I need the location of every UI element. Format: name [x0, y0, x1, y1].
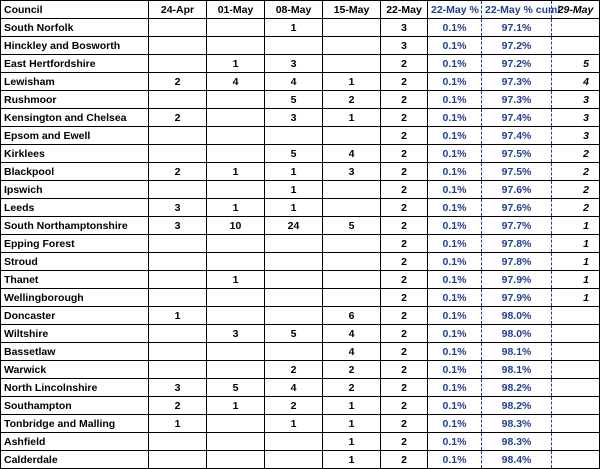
cell-08-may: 4 — [265, 379, 323, 397]
cell-24-apr — [149, 91, 207, 109]
cell-15-may: 1 — [323, 73, 381, 91]
cell-22-may-percent-cumulative: 98.2% — [482, 397, 552, 415]
table-row — [1, 289, 600, 307]
table-row — [1, 379, 600, 397]
cell-council: Hinckley and Bosworth — [1, 37, 149, 55]
table-row — [1, 235, 600, 253]
cell-15-may: 1 — [323, 433, 381, 451]
cell-24-apr: 1 — [149, 307, 207, 325]
cell-29-may — [552, 433, 600, 451]
cell-01-may — [207, 361, 265, 379]
cell-22-may-percent-cumulative: 97.2% — [482, 37, 552, 55]
cell-22-may-percent: 0.1% — [428, 325, 482, 343]
cell-22-may-percent: 0.1% — [428, 55, 482, 73]
cell-24-apr — [149, 55, 207, 73]
cell-council: South Norfolk — [1, 19, 149, 37]
cell-22-may: 2 — [381, 73, 428, 91]
cell-15-may: 4 — [323, 343, 381, 361]
cell-08-may: 1 — [265, 163, 323, 181]
cell-council: North Lincolnshire — [1, 379, 149, 397]
cell-22-may-percent: 0.1% — [428, 343, 482, 361]
cell-24-apr: 1 — [149, 415, 207, 433]
cell-29-may: 1 — [552, 253, 600, 271]
cell-22-may: 2 — [381, 127, 428, 145]
cell-council: Warwick — [1, 361, 149, 379]
cell-01-may — [207, 451, 265, 469]
cell-24-apr — [149, 145, 207, 163]
cell-08-may — [265, 289, 323, 307]
cell-08-may — [265, 127, 323, 145]
cell-council: Rushmoor — [1, 91, 149, 109]
cell-22-may-percent-cumulative: 97.2% — [482, 55, 552, 73]
cell-29-may — [552, 415, 600, 433]
cell-council: Epping Forest — [1, 235, 149, 253]
cell-22-may: 2 — [381, 415, 428, 433]
cell-24-apr — [149, 271, 207, 289]
column-header-29-may: 29-May — [552, 1, 600, 19]
cell-council: Wellingborough — [1, 289, 149, 307]
cell-council: Calderdale — [1, 451, 149, 469]
cell-22-may: 2 — [381, 289, 428, 307]
cell-22-may-percent: 0.1% — [428, 181, 482, 199]
cell-22-may-percent: 0.1% — [428, 145, 482, 163]
cell-08-may — [265, 253, 323, 271]
column-header-22-may-percent-cumulative: 22-May % cuml — [482, 1, 552, 19]
cell-24-apr — [149, 253, 207, 271]
cell-08-may: 3 — [265, 109, 323, 127]
table-row — [1, 361, 600, 379]
cell-08-may: 5 — [265, 325, 323, 343]
table-row — [1, 199, 600, 217]
cell-15-may: 2 — [323, 91, 381, 109]
cell-22-may-percent: 0.1% — [428, 127, 482, 145]
cell-08-may: 5 — [265, 91, 323, 109]
cell-08-may: 1 — [265, 181, 323, 199]
table-row — [1, 109, 600, 127]
table-row — [1, 19, 600, 37]
cell-15-may — [323, 235, 381, 253]
cell-24-apr — [149, 37, 207, 55]
cell-29-may: 3 — [552, 109, 600, 127]
cell-15-may: 1 — [323, 451, 381, 469]
cell-22-may-percent: 0.1% — [428, 361, 482, 379]
cell-29-may — [552, 343, 600, 361]
cell-01-may — [207, 289, 265, 307]
cell-22-may: 2 — [381, 199, 428, 217]
column-header-01-may: 01-May — [207, 1, 265, 19]
cell-01-may — [207, 19, 265, 37]
cell-08-may — [265, 235, 323, 253]
table-row — [1, 145, 600, 163]
table-row — [1, 253, 600, 271]
cell-22-may-percent-cumulative: 97.5% — [482, 163, 552, 181]
cell-22-may: 2 — [381, 217, 428, 235]
cell-01-may — [207, 181, 265, 199]
cell-29-may — [552, 451, 600, 469]
cell-22-may: 2 — [381, 163, 428, 181]
cell-24-apr: 2 — [149, 109, 207, 127]
cell-council: Southampton — [1, 397, 149, 415]
cell-22-may-percent-cumulative: 98.3% — [482, 433, 552, 451]
table-row — [1, 217, 600, 235]
cell-council: Doncaster — [1, 307, 149, 325]
cell-29-may: 1 — [552, 271, 600, 289]
cell-15-may: 4 — [323, 145, 381, 163]
cell-29-may: 2 — [552, 181, 600, 199]
cell-council: Kensington and Chelsea — [1, 109, 149, 127]
cell-29-may: 2 — [552, 199, 600, 217]
cell-22-may: 2 — [381, 181, 428, 199]
cell-22-may-percent-cumulative: 97.8% — [482, 253, 552, 271]
cell-08-may: 3 — [265, 55, 323, 73]
cell-29-may — [552, 307, 600, 325]
cell-29-may — [552, 361, 600, 379]
cell-24-apr: 2 — [149, 73, 207, 91]
cell-22-may: 2 — [381, 343, 428, 361]
cell-15-may: 4 — [323, 325, 381, 343]
cell-08-may — [265, 451, 323, 469]
cell-01-may: 1 — [207, 397, 265, 415]
cell-08-may — [265, 343, 323, 361]
cell-council: East Hertfordshire — [1, 55, 149, 73]
cell-22-may-percent-cumulative: 98.4% — [482, 451, 552, 469]
cell-24-apr: 2 — [149, 397, 207, 415]
table-row — [1, 73, 600, 91]
cell-council: Lewisham — [1, 73, 149, 91]
cell-council: Bassetlaw — [1, 343, 149, 361]
cell-01-may: 4 — [207, 73, 265, 91]
cell-01-may — [207, 235, 265, 253]
cell-15-may: 2 — [323, 361, 381, 379]
cell-15-may: 5 — [323, 217, 381, 235]
table-row — [1, 397, 600, 415]
cell-22-may-percent: 0.1% — [428, 397, 482, 415]
cell-15-may — [323, 55, 381, 73]
cell-22-may-percent: 0.1% — [428, 451, 482, 469]
cell-08-may: 2 — [265, 361, 323, 379]
cell-22-may: 2 — [381, 235, 428, 253]
cell-24-apr — [149, 433, 207, 451]
cell-22-may-percent: 0.1% — [428, 37, 482, 55]
cell-22-may-percent-cumulative: 97.9% — [482, 289, 552, 307]
cell-22-may: 2 — [381, 325, 428, 343]
cell-24-apr — [149, 289, 207, 307]
cell-01-may: 10 — [207, 217, 265, 235]
cell-15-may: 1 — [323, 109, 381, 127]
cell-15-may: 6 — [323, 307, 381, 325]
column-header-council: Council — [1, 1, 149, 19]
cell-29-may: 3 — [552, 91, 600, 109]
cell-01-may: 5 — [207, 379, 265, 397]
cell-22-may-percent-cumulative: 97.4% — [482, 109, 552, 127]
cell-22-may: 2 — [381, 379, 428, 397]
cell-01-may — [207, 37, 265, 55]
cell-council: Blackpool — [1, 163, 149, 181]
cell-08-may: 2 — [265, 397, 323, 415]
cell-22-may-percent: 0.1% — [428, 19, 482, 37]
cell-24-apr: 3 — [149, 379, 207, 397]
cell-08-may — [265, 37, 323, 55]
cell-24-apr — [149, 235, 207, 253]
cell-24-apr — [149, 19, 207, 37]
cell-15-may — [323, 199, 381, 217]
cell-22-may: 2 — [381, 397, 428, 415]
cell-22-may-percent: 0.1% — [428, 289, 482, 307]
column-header-22-may-percent: 22-May % — [428, 1, 482, 19]
cell-15-may — [323, 271, 381, 289]
cell-22-may: 2 — [381, 361, 428, 379]
cell-29-may — [552, 379, 600, 397]
cell-29-may: 3 — [552, 127, 600, 145]
cell-01-may — [207, 343, 265, 361]
cell-15-may — [323, 37, 381, 55]
cell-29-may: 5 — [552, 55, 600, 73]
cell-29-may — [552, 325, 600, 343]
table-row — [1, 433, 600, 451]
cell-15-may — [323, 289, 381, 307]
cell-01-may — [207, 127, 265, 145]
table-row — [1, 91, 600, 109]
cell-01-may — [207, 433, 265, 451]
cell-council: Ashfield — [1, 433, 149, 451]
cell-08-may — [265, 433, 323, 451]
table-body — [1, 19, 600, 469]
cell-council: Kirklees — [1, 145, 149, 163]
cell-01-may — [207, 307, 265, 325]
cell-22-may-percent-cumulative: 98.0% — [482, 325, 552, 343]
cell-22-may-percent: 0.1% — [428, 433, 482, 451]
cell-22-may-percent: 0.1% — [428, 163, 482, 181]
cell-22-may-percent: 0.1% — [428, 199, 482, 217]
cell-22-may-percent-cumulative: 98.0% — [482, 307, 552, 325]
cell-24-apr: 3 — [149, 199, 207, 217]
cell-15-may — [323, 181, 381, 199]
cell-08-may — [265, 271, 323, 289]
cell-22-may-percent-cumulative: 98.1% — [482, 343, 552, 361]
cell-22-may-percent-cumulative: 97.4% — [482, 127, 552, 145]
cell-22-may: 3 — [381, 37, 428, 55]
cell-council: Tonbridge and Malling — [1, 415, 149, 433]
cell-24-apr — [149, 325, 207, 343]
cell-22-may: 2 — [381, 145, 428, 163]
cell-29-may: 2 — [552, 145, 600, 163]
cell-22-may-percent-cumulative: 97.8% — [482, 235, 552, 253]
table-row — [1, 415, 600, 433]
cell-council: South Northamptonshire — [1, 217, 149, 235]
cell-29-may: 1 — [552, 217, 600, 235]
cell-council: Ipswich — [1, 181, 149, 199]
cell-01-may — [207, 415, 265, 433]
cell-15-may: 2 — [323, 379, 381, 397]
cell-08-may: 24 — [265, 217, 323, 235]
cell-24-apr — [149, 343, 207, 361]
cell-22-may-percent: 0.1% — [428, 235, 482, 253]
cell-22-may: 2 — [381, 253, 428, 271]
table-row — [1, 37, 600, 55]
cell-15-may — [323, 253, 381, 271]
cell-29-may: 4 — [552, 73, 600, 91]
cell-08-may: 1 — [265, 199, 323, 217]
cell-15-may: 1 — [323, 415, 381, 433]
table-row — [1, 343, 600, 361]
cell-22-may-percent-cumulative: 97.3% — [482, 73, 552, 91]
cell-22-may: 2 — [381, 55, 428, 73]
cell-24-apr — [149, 127, 207, 145]
cell-01-may: 1 — [207, 199, 265, 217]
cell-22-may-percent-cumulative: 97.3% — [482, 91, 552, 109]
table-row — [1, 271, 600, 289]
cell-22-may-percent-cumulative: 97.1% — [482, 19, 552, 37]
cell-15-may: 3 — [323, 163, 381, 181]
cell-29-may: 1 — [552, 289, 600, 307]
cell-01-may: 3 — [207, 325, 265, 343]
cell-22-may: 2 — [381, 91, 428, 109]
cell-22-may-percent: 0.1% — [428, 109, 482, 127]
cell-22-may: 2 — [381, 271, 428, 289]
table-header-row — [1, 1, 600, 19]
cell-24-apr — [149, 181, 207, 199]
cell-29-may: 1 — [552, 235, 600, 253]
cell-08-may: 5 — [265, 145, 323, 163]
cell-24-apr: 2 — [149, 163, 207, 181]
table-row — [1, 163, 600, 181]
cell-08-may: 4 — [265, 73, 323, 91]
cell-01-may — [207, 253, 265, 271]
cell-22-may-percent-cumulative: 97.5% — [482, 145, 552, 163]
cell-08-may: 1 — [265, 19, 323, 37]
cell-08-may — [265, 307, 323, 325]
column-header-15-may: 15-May — [323, 1, 381, 19]
cell-22-may-percent: 0.1% — [428, 253, 482, 271]
cell-22-may-percent-cumulative: 98.1% — [482, 361, 552, 379]
cell-01-may — [207, 109, 265, 127]
cell-22-may-percent: 0.1% — [428, 379, 482, 397]
table-row — [1, 325, 600, 343]
column-header-22-may: 22-May — [381, 1, 428, 19]
cell-22-may: 2 — [381, 433, 428, 451]
cell-22-may-percent-cumulative: 97.6% — [482, 199, 552, 217]
cell-22-may-percent-cumulative: 98.3% — [482, 415, 552, 433]
cell-29-may — [552, 19, 600, 37]
cell-01-may — [207, 145, 265, 163]
cell-08-may: 1 — [265, 415, 323, 433]
cell-22-may: 2 — [381, 451, 428, 469]
cell-01-may — [207, 91, 265, 109]
cell-22-may-percent: 0.1% — [428, 73, 482, 91]
cell-council: Leeds — [1, 199, 149, 217]
table-row — [1, 55, 600, 73]
cell-22-may-percent: 0.1% — [428, 307, 482, 325]
cell-22-may: 2 — [381, 307, 428, 325]
cell-15-may — [323, 19, 381, 37]
cell-22-may-percent: 0.1% — [428, 217, 482, 235]
cell-council: Thanet — [1, 271, 149, 289]
cell-council: Epsom and Ewell — [1, 127, 149, 145]
cell-22-may-percent: 0.1% — [428, 271, 482, 289]
cell-15-may: 1 — [323, 397, 381, 415]
column-header-24-apr: 24-Apr — [149, 1, 207, 19]
cell-29-may — [552, 397, 600, 415]
cell-council: Wiltshire — [1, 325, 149, 343]
cell-22-may: 2 — [381, 109, 428, 127]
cell-24-apr — [149, 361, 207, 379]
cell-24-apr: 3 — [149, 217, 207, 235]
cell-council: Stroud — [1, 253, 149, 271]
cell-01-may: 1 — [207, 55, 265, 73]
column-header-08-may: 08-May — [265, 1, 323, 19]
table-row — [1, 181, 600, 199]
table-row — [1, 307, 600, 325]
cell-29-may: 2 — [552, 163, 600, 181]
table-row — [1, 127, 600, 145]
cell-22-may: 3 — [381, 19, 428, 37]
cell-22-may-percent: 0.1% — [428, 91, 482, 109]
cell-01-may: 1 — [207, 163, 265, 181]
cell-22-may-percent-cumulative: 98.2% — [482, 379, 552, 397]
cell-15-may — [323, 127, 381, 145]
cell-24-apr — [149, 451, 207, 469]
cell-22-may-percent-cumulative: 97.7% — [482, 217, 552, 235]
cell-22-may-percent-cumulative: 97.9% — [482, 271, 552, 289]
cell-22-may-percent-cumulative: 97.6% — [482, 181, 552, 199]
cell-22-may-percent: 0.1% — [428, 415, 482, 433]
cell-29-may — [552, 37, 600, 55]
table-row — [1, 451, 600, 469]
cell-01-may: 1 — [207, 271, 265, 289]
